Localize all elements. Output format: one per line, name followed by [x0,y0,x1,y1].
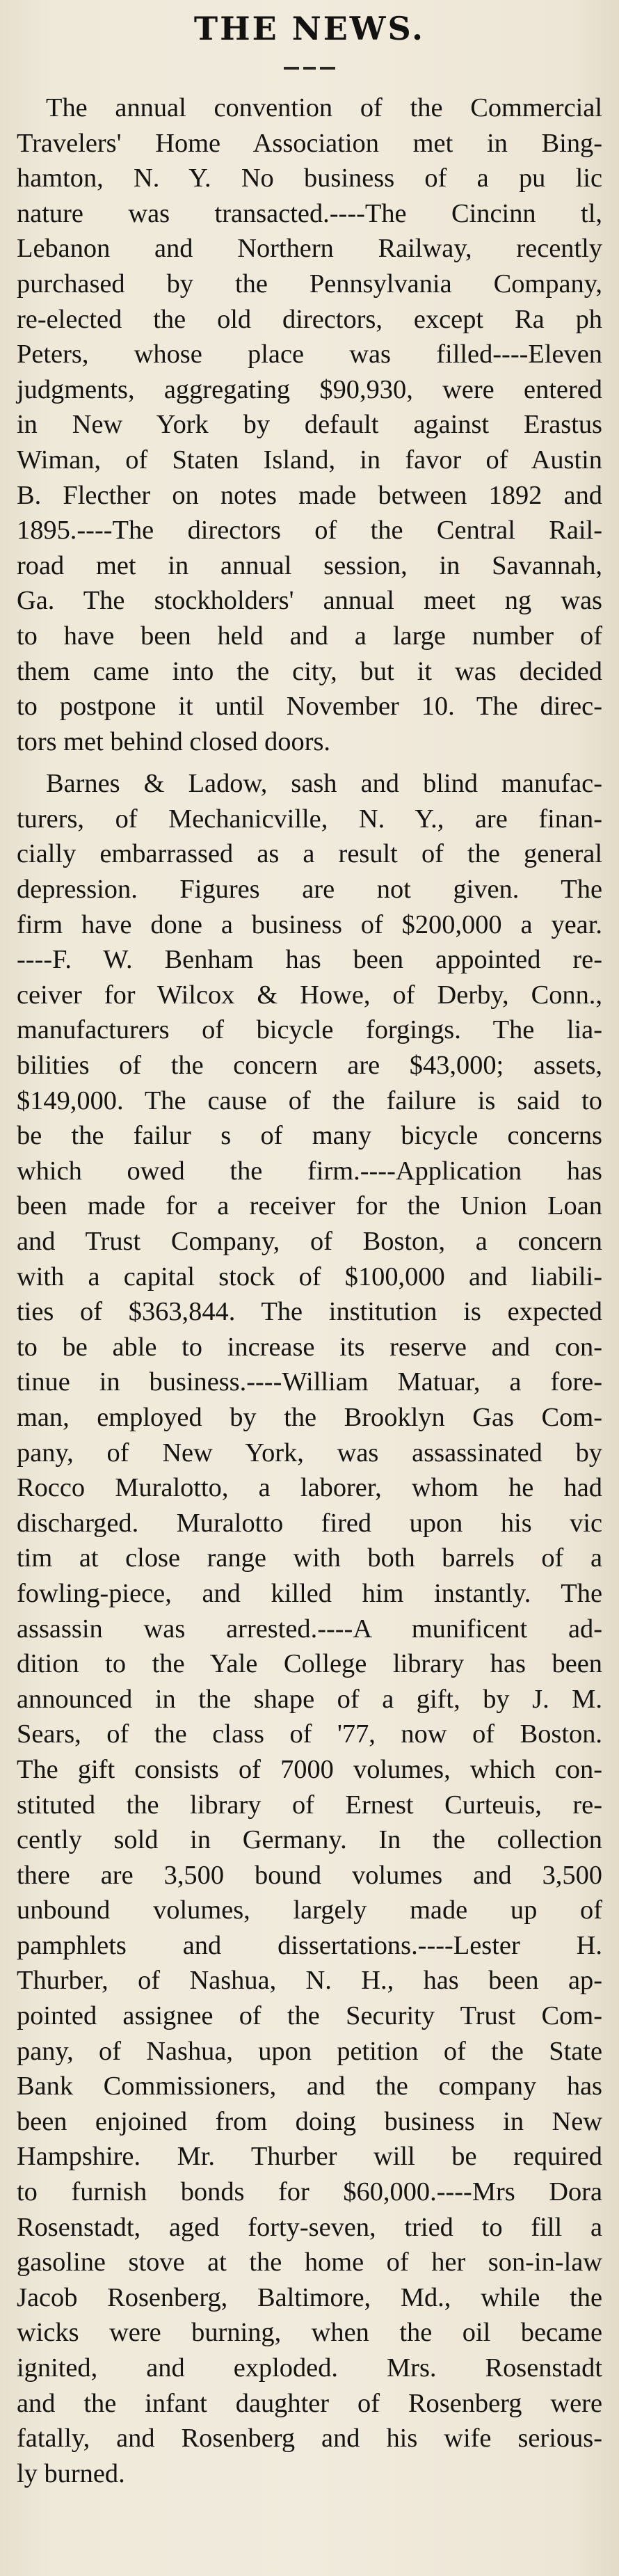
masthead-title: THE NEWS. [193,10,426,47]
text-line: tinue in business.----William Matuar, a fore- [17,1367,602,1397]
text-line: Sears, of the class of '77, now of Boston. [17,1719,602,1749]
text-line: depression. Figures are not given. The [17,875,602,905]
text-line: $149,000. The cause of the failure is said to [17,1086,602,1115]
text-line: unbound volumes, largely made up of [17,1895,602,1925]
text-line: man, employed by the Brooklyn Gas Com- [17,1402,602,1432]
text-line: pany, of New York, was assassinated by [17,1438,602,1468]
text-line: be the failur s of many bicycle concerns [17,1121,602,1151]
text-line: re-elected the old directors, except Ra ph [17,304,602,334]
text-line: 1895.----The directors of the Central Rail- [17,516,602,546]
text-line: Travelers' Home Association met in Bing- [17,128,602,158]
paragraph-2 [17,766,602,2491]
text-line: there are 3,500 bound volumes and 3,500 [17,1860,602,1890]
text-line: road met in annual session, in Savannah, [17,550,602,580]
text-line: bilities of the concern are $43,000; assets, [17,1051,602,1081]
text-line: Barnes & Ladow, sash and blind manufac- [46,769,602,799]
text-line: Lebanon and Northern Railway, recently [17,234,602,264]
text-line: ceiver for Wilcox & Howe, of Derby, Conn., [17,980,602,1010]
text-line: fowling-piece, and killed him instantly. The [17,1578,602,1608]
text-line: and the infant daughter of Rosenberg were [17,2388,602,2418]
article-column [17,90,602,2491]
text-line: ignited, and exploded. Mrs. Rosenstadt [17,2353,602,2383]
text-line: discharged. Muralotto fired upon his vic [17,1508,602,1538]
text-line: Peters, whose place was filled----Eleven [17,340,602,369]
text-line: wicks were burning, when the oil became [17,2318,602,2348]
text-line: gasoline stove at the home of her son-in-law [17,2248,602,2277]
text-line: Bank Commissioners, and the company has [17,2072,602,2101]
text-line: pany, of Nashua, upon petition of the State [17,2036,602,2066]
text-line: turers, of Mechanicville, N. Y., are finan- [17,804,602,834]
text-line: manufacturers of bicycle forgings. The lia- [17,1015,602,1045]
masthead-rule-gap-left [299,65,303,71]
text-line: fatally, and Rosenberg and his wife serious- [17,2424,602,2454]
text-line: nature was transacted.----The Cincinn tl, [17,198,602,228]
text-line: pointed assignee of the Security Trust Com- [17,2001,602,2031]
text-line: Jacob Rosenberg, Baltimore, Md., while the [17,2282,602,2312]
text-line: tim at close range with both barrels of a [17,1543,602,1573]
paragraph-1 [17,90,602,759]
text-line: which owed the firm.----Application has [17,1156,602,1186]
text-line: to postpone it until November 10. The direc- [17,692,602,722]
text-line: them came into the city, but it was decided [17,656,602,686]
text-line: been made for a receiver for the Union Loan [17,1191,602,1221]
text-line: tors met behind closed doors. [17,726,331,756]
text-line: Rocco Muralotto, a laborer, whom he had [17,1473,602,1503]
text-line: The annual convention of the Commercial [46,93,602,122]
text-line: Wiman, of Staten Island, in favor of Austin [17,445,602,475]
text-line: ----F. W. Benham has been appointed re- [17,945,602,975]
text-line: assassin was arrested.----A munificent ad- [17,1614,602,1644]
masthead-rule-gap-right [316,65,320,71]
text-line: to furnish bonds for $60,000.----Mrs Dora [17,2177,602,2207]
text-line: been enjoined from doing business in New [17,2106,602,2136]
text-line: in New York by default against Erastus [17,410,602,440]
text-line: cially embarrassed as a result of the general [17,839,602,869]
text-line: with a capital stock of $100,000 and liabili- [17,1262,602,1291]
text-line: pamphlets and dissertations.----Lester H. [17,1930,602,1960]
text-line: Ga. The stockholders' annual meet ng was [17,586,602,616]
text-line: ly burned. [17,2458,125,2488]
masthead-rule [284,67,335,70]
text-line: dition to the Yale College library has been [17,1649,602,1679]
text-line: to have been held and a large number of [17,621,602,651]
text-line: to be able to increase its reserve and con- [17,1332,602,1362]
text-line: Rosenstadt, aged forty-seven, tried to fill a [17,2212,602,2242]
text-line: Thurber, of Nashua, N. H., has been ap- [17,1966,602,1996]
text-line: firm have done a business of $200,000 a year. [17,909,602,939]
text-line: announced in the shape of a gift, by J. M. [17,1684,602,1714]
text-line: The gift consists of 7000 volumes, which con- [17,1754,602,1784]
text-line: purchased by the Pennsylvania Company, [17,269,602,299]
text-line: Hampshire. Mr. Thurber will be required [17,2142,602,2172]
text-line: judgments, aggregating $90,930, were entered [17,374,602,404]
text-line: hamton, N. Y. No business of a pu lic [17,164,602,193]
text-line: cently sold in Germany. In the collection [17,1825,602,1855]
text-line: and Trust Company, of Boston, a concern [17,1227,602,1256]
text-line: B. Flecther on notes made between 1892 and [17,480,602,510]
text-line: stituted the library of Ernest Curteuis, re- [17,1790,602,1820]
text-line: ties of $363,844. The institution is expected [17,1297,602,1327]
